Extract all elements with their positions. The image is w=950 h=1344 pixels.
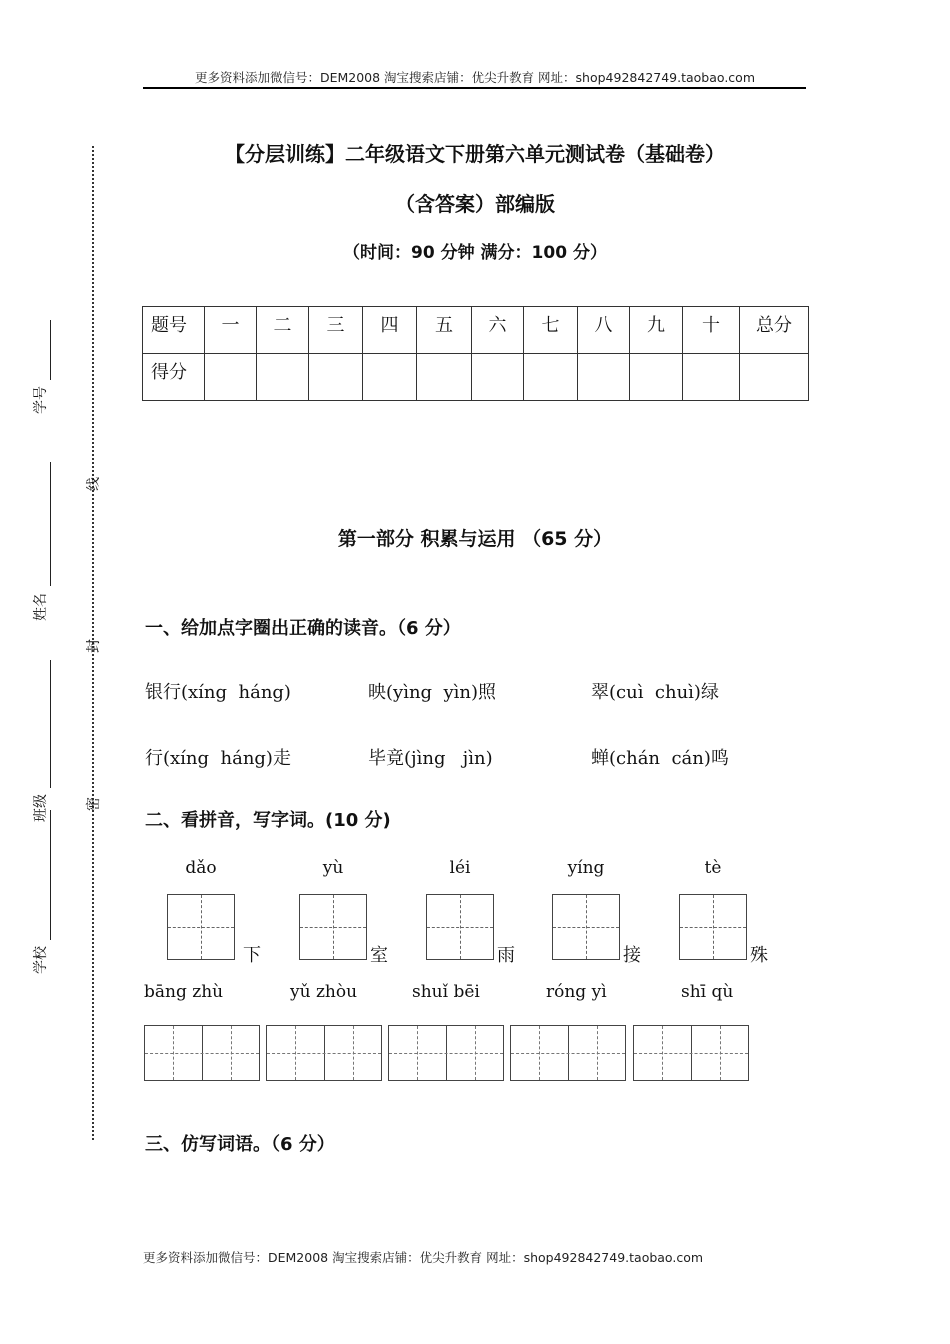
score-cell[interactable] [309, 354, 363, 401]
score-header-cell: 一 [205, 307, 257, 354]
score-row-label: 得分 [143, 354, 205, 401]
q1-item[interactable]: 映(yìng yìn)照 [368, 682, 497, 703]
binding-mark-seal: 封 [86, 639, 102, 653]
binding-mark-secret: 密 [86, 797, 102, 811]
q2-pinyin-double: róng yì [546, 982, 607, 1002]
q2-suffix: 接 [623, 945, 641, 966]
q2-writing-grid[interactable] [266, 1025, 382, 1081]
q2-writing-grid[interactable] [633, 1025, 749, 1081]
score-header-cell: 六 [472, 307, 524, 354]
q2-pinyin: yù [322, 858, 344, 878]
school-field[interactable] [50, 810, 51, 940]
class-label: 班级 [33, 794, 49, 822]
score-cell[interactable] [630, 354, 683, 401]
score-cell[interactable] [740, 354, 809, 401]
score-header-cell: 五 [417, 307, 472, 354]
header-rule [143, 87, 806, 89]
score-cell[interactable] [363, 354, 417, 401]
q3-title: 三、仿写词语。（6 分） [145, 1134, 335, 1155]
score-header-row [143, 307, 809, 354]
q2-writing-grid[interactable] [144, 1025, 260, 1081]
exam-meta: （时间：90 分钟 满分：100 分） [343, 243, 607, 263]
score-value-row [143, 354, 809, 401]
part1-title: 第一部分 积累与运用 （65 分） [337, 528, 613, 550]
score-cell[interactable] [578, 354, 630, 401]
footer-watermark-text: 更多资料添加微信号：DEM2008 淘宝搜索店铺：优尖升教育 网址：shop492842749.taobao.com [143, 1250, 704, 1265]
q2-suffix: 殊 [750, 945, 768, 966]
score-cell[interactable] [205, 354, 257, 401]
score-table [142, 306, 809, 401]
q2-writing-box[interactable] [299, 894, 367, 960]
score-cell[interactable] [257, 354, 309, 401]
q1-item[interactable]: 行(xíng háng)走 [145, 748, 291, 769]
score-cell[interactable] [472, 354, 524, 401]
q2-suffix: 下 [243, 945, 261, 966]
q2-writing-grid[interactable] [510, 1025, 626, 1081]
q2-pinyin: léi [449, 858, 471, 878]
q1-item[interactable]: 翠(cuì chuì)绿 [591, 682, 719, 703]
q2-writing-box[interactable] [167, 894, 235, 960]
score-header-cell: 三 [309, 307, 363, 354]
q2-pinyin-double: shuǐ bēi [412, 982, 480, 1002]
score-header-cell: 八 [578, 307, 630, 354]
q2-pinyin: yíng [567, 858, 605, 878]
score-header-cell: 七 [524, 307, 578, 354]
q2-writing-box[interactable] [679, 894, 747, 960]
score-cell[interactable] [524, 354, 578, 401]
q2-pinyin: tè [704, 858, 722, 878]
q2-writing-grid[interactable] [388, 1025, 504, 1081]
q1-item[interactable]: 银行(xíng háng) [145, 682, 291, 703]
q2-pinyin: dǎo [185, 858, 217, 878]
q2-writing-box[interactable] [426, 894, 494, 960]
score-header-cell: 九 [630, 307, 683, 354]
q2-suffix: 雨 [497, 945, 515, 966]
q2-pinyin-double: bāng zhù [144, 982, 224, 1002]
binding-mark-line: 线 [86, 477, 102, 491]
score-header-cell: 总分 [740, 307, 809, 354]
q1-item[interactable]: 毕竟(jìng jìn) [368, 748, 493, 769]
header-watermark-text: 更多资料添加微信号：DEM2008 淘宝搜索店铺：优尖升教育 网址：shop492842749.taobao.com [194, 70, 756, 85]
q2-pinyin-double: yǔ zhòu [290, 982, 358, 1002]
name-label: 姓名 [33, 593, 49, 621]
q1-item[interactable]: 蝉(chán cán)鸣 [591, 748, 729, 769]
student-id-label: 学号 [33, 386, 49, 414]
student-id-field[interactable] [50, 320, 51, 380]
score-cell[interactable] [683, 354, 740, 401]
score-header-cell: 四 [363, 307, 417, 354]
school-label: 学校 [33, 946, 49, 974]
page-title-line2: （含答案）部编版 [395, 192, 555, 216]
score-header-cell: 二 [257, 307, 309, 354]
score-cell[interactable] [417, 354, 472, 401]
q2-suffix: 室 [370, 945, 388, 966]
score-header-cell: 十 [683, 307, 740, 354]
page-title: 【分层训练】二年级语文下册第六单元测试卷（基础卷） [225, 142, 725, 166]
q2-writing-box[interactable] [552, 894, 620, 960]
q1-title: 一、给加点字圈出正确的读音。（6 分） [145, 618, 461, 639]
class-field[interactable] [50, 660, 51, 788]
q2-pinyin-double: shī qù [681, 982, 734, 1002]
score-row-label: 题号 [143, 307, 205, 354]
q2-title: 二、看拼音，写字词。(10 分) [145, 810, 391, 831]
